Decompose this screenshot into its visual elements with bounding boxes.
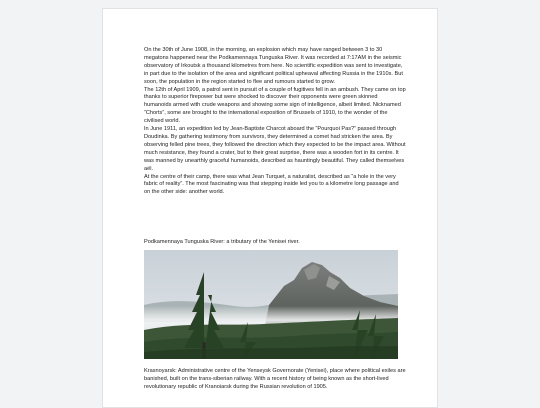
landscape-photo <box>144 250 398 359</box>
river-caption: Podkamennaya Tunguska River: a tributary of the Yenisei river. <box>144 239 300 245</box>
paragraph-expedition: In June 1911, an expedition led by Jean-Baptiste Charcot aboard the “Pourquoi Pas?” passed through Doudinka. By gathering testimony from survivors, they determined a comet had stricken the area. By observing felled pine trees, they followed the direction which they expected to be the impact area. Without much resistance, they found a crater, but to their great surprise, there was a wooden fort in its centre. It was manned by unearthly graceful humanoids, described as hauntingly beautiful. They called themselves aël. <box>144 126 406 172</box>
paragraph-explosion: On the 30th of June 1908, in the morning, an explosion which may have ranged between 3 to 30 megatons happened near the Podkamennaya Tunguska River. It was recorded at 7:17AM in the seismic observatory of Irkoutsk a thousand kilometres from here. No scientific expedition was sent to investigate, in part due to the isolation of the area and significant political upheaval affecting Russia in the 1910s. But soon, the population in the region started to flee and rumours started to grow. <box>144 47 403 85</box>
krasnoyarsk-caption: Krasnoyarsk: Administrative centre of the Yenseysk Governorate (Yenisei), place where political exiles are banished, built on the trans-siberian railway. With a recent history of being known as the short-lived revolutionary republic of Kranoiarsk during the Russian revolution of 1905. <box>144 368 406 390</box>
misty-forest-mountain-image <box>144 250 398 359</box>
paragraph-portal: At the centre of their camp, there was what Jean Turquet, a naturalist, described as “a hole in the very fabric of reality”. The most fascinating was that stepping inside led you to a kilometre long passage and on the other side: another world. <box>144 173 399 196</box>
paragraph-ambush: The 12th of April 1909, a patrol sent in pursuit of a couple of fugitives fell in an ambush. They came on top thanks to superior firepower but were shocked to discover their opponents were green skinned humanoids armed with crude weapons and showing some sign of intelligence, albeit limited. Nicknamed “Chorts”, some are brought to the international exposition of Brussels of 1910, to the wonder of the civilised world. <box>144 86 406 125</box>
document-page <box>102 8 438 408</box>
body-text <box>144 47 406 197</box>
